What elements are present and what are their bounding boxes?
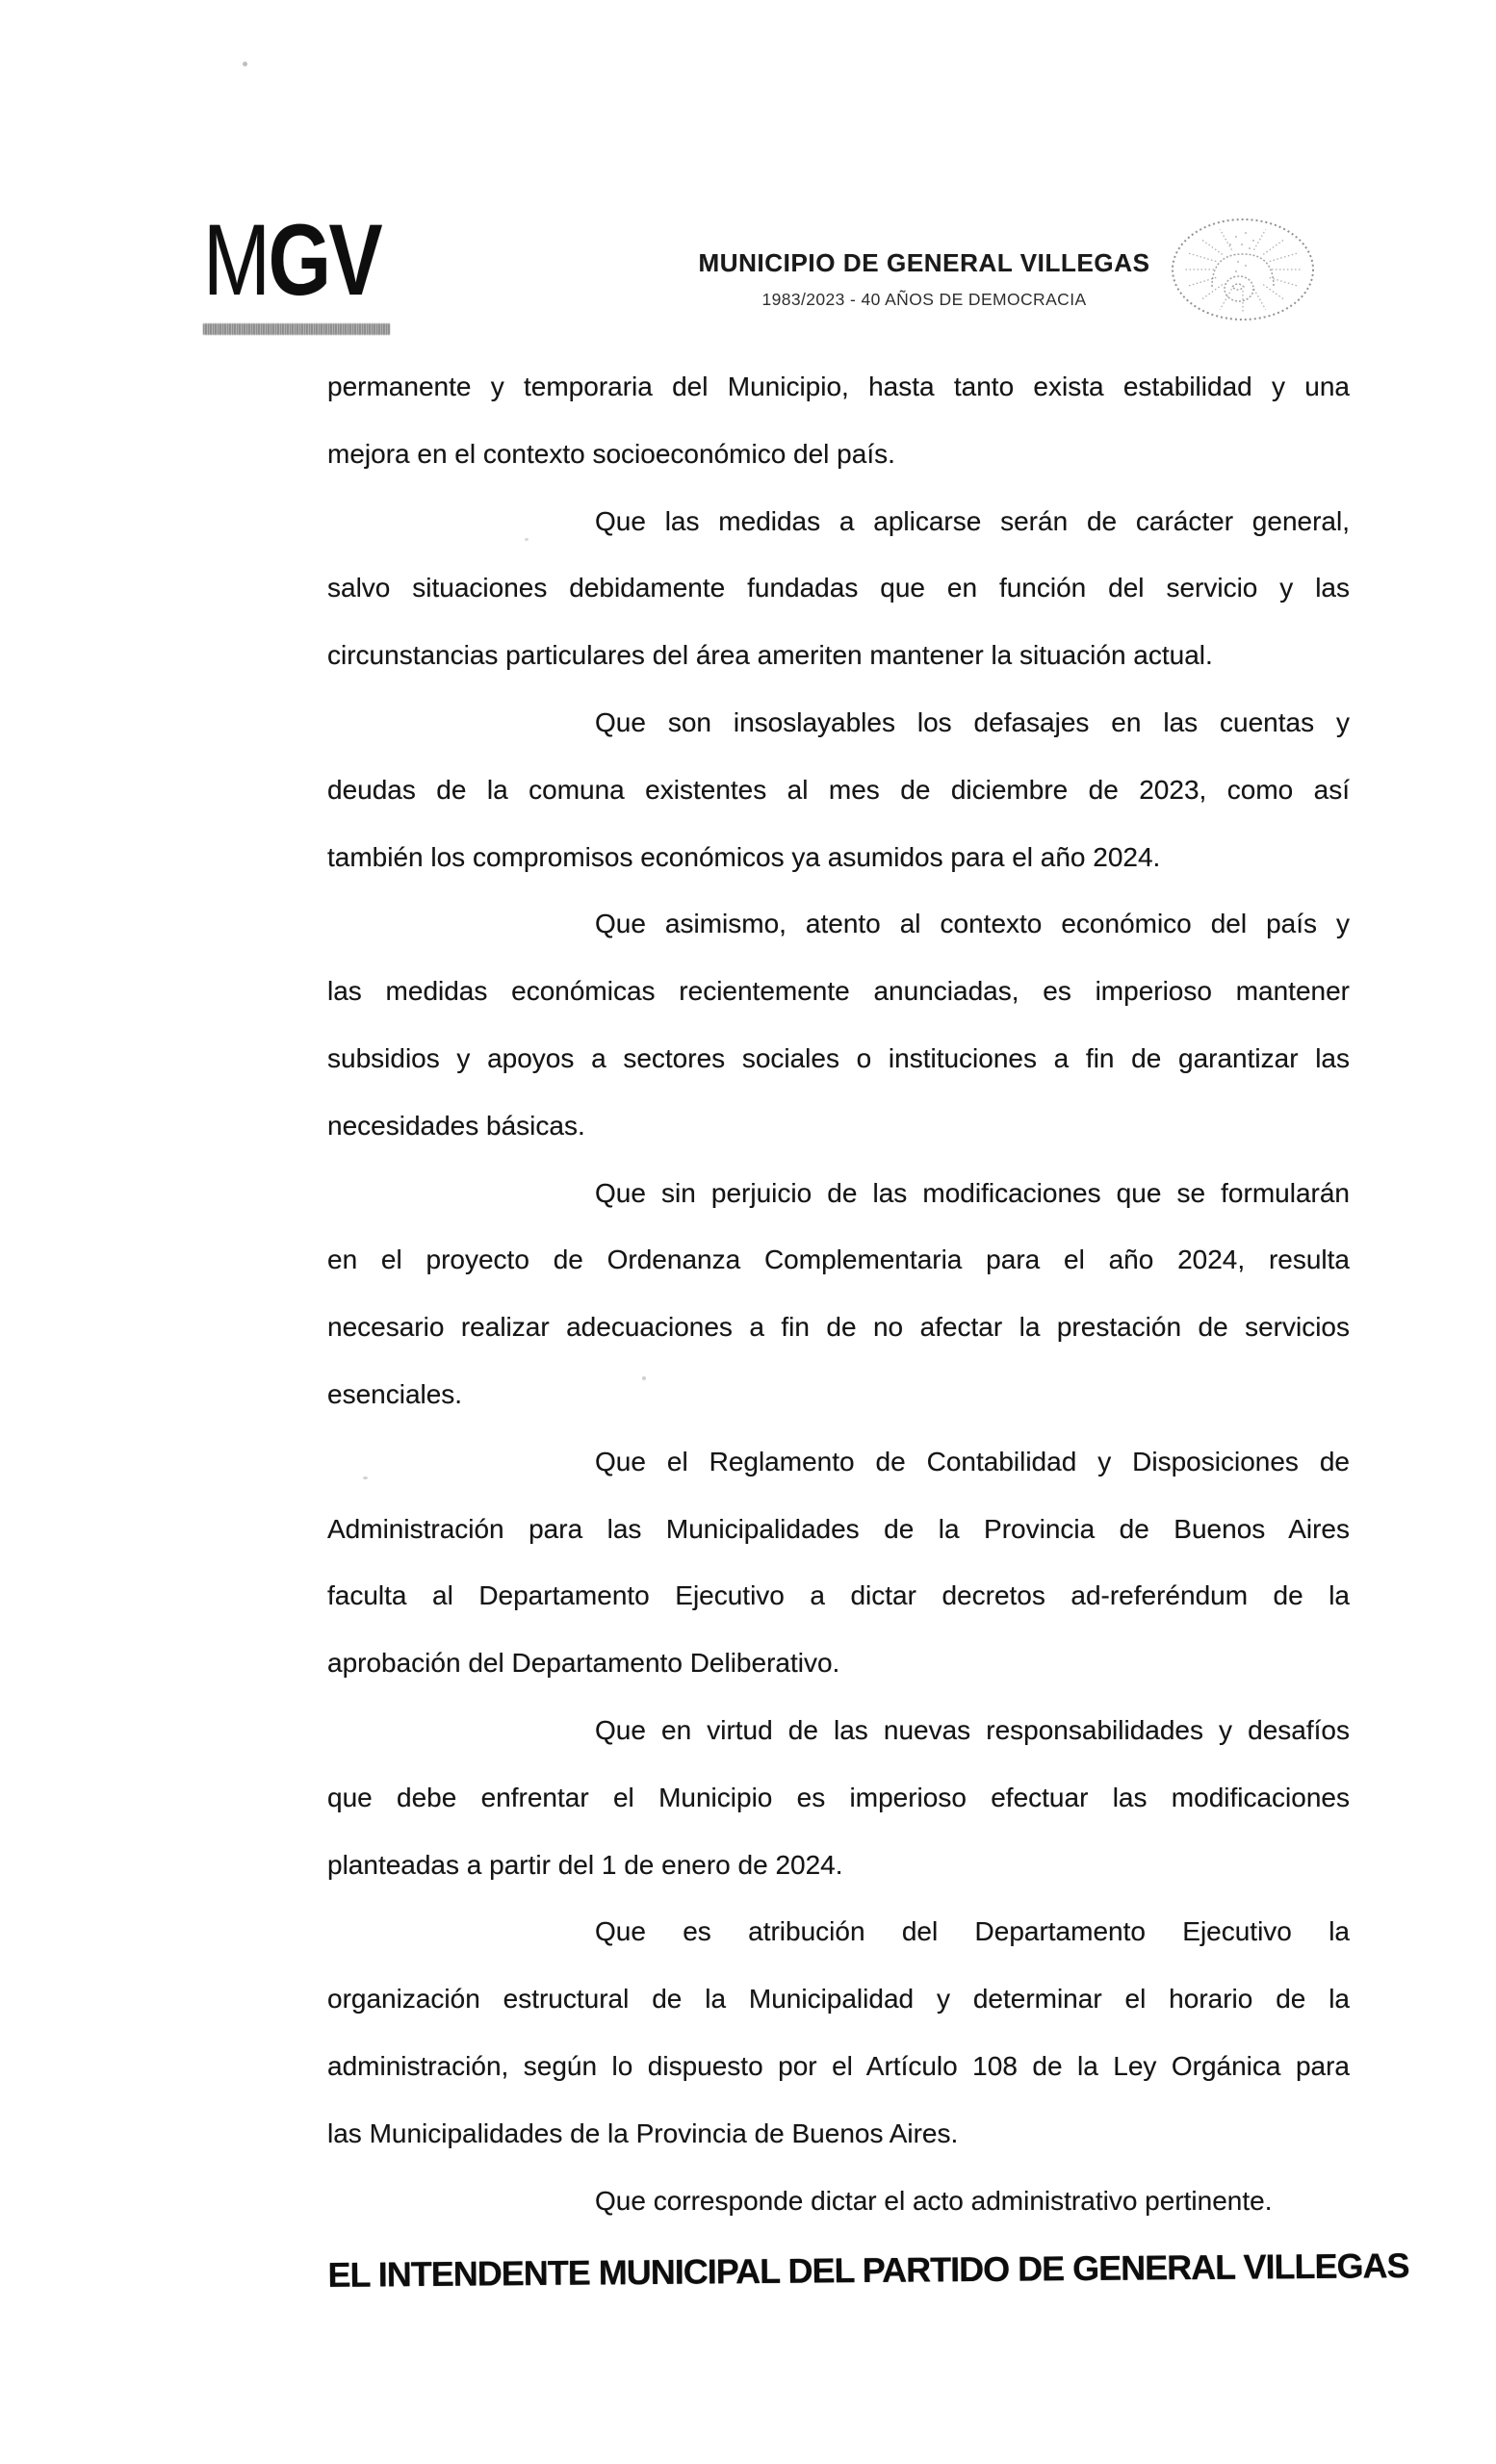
text-line: deudas de la comuna existentes al mes de diciembre de 2023, como así xyxy=(327,774,1350,805)
scan-artifact xyxy=(363,1476,368,1479)
document-body xyxy=(327,353,1350,2234)
mgv-logo xyxy=(203,204,381,317)
text-line: circunstancias particulares del área ameriten mantener la situación actual. xyxy=(327,640,1213,671)
text-line: administración, según lo dispuesto por el Artículo 108 de la Ley Orgánica para xyxy=(327,2050,1350,2081)
democracy-anniversary-subtitle: 1983/2023 - 40 AÑOS DE DEMOCRACIA xyxy=(761,290,1087,309)
text-line: necesario realizar adecuaciones a fin de no afectar la prestación de servicios xyxy=(327,1312,1350,1343)
paragraph-lines xyxy=(327,353,1350,2234)
text-line: salvo situaciones debidamente fundadas que en función del servicio y las xyxy=(327,573,1350,603)
text-line: aprobación del Departamento Deliberativo. xyxy=(327,1648,840,1679)
text-line: Que en virtud de las nuevas responsabilidades y desafíos xyxy=(595,1714,1350,1745)
municipality-title: MUNICIPIO DE GENERAL VILLEGAS xyxy=(698,248,1150,277)
text-line: Que es atribución del Departamento Ejecutivo la xyxy=(595,1916,1350,1947)
text-line: organización estructural de la Municipalidad y determinar el horario de la xyxy=(327,1984,1350,2015)
text-line: faculta al Departamento Ejecutivo a dictar decretos ad-referéndum de la xyxy=(327,1580,1350,1611)
logo-letter-m: M xyxy=(203,204,269,317)
text-line: Administración para las Municipalidades de la Provincia de Buenos Aires xyxy=(327,1513,1350,1544)
text-line: también los compromisos económicos ya asumidos para el año 2024. xyxy=(327,841,1161,872)
text-line: Que asimismo, atento al contexto económico del país y xyxy=(595,909,1350,939)
closing-heading: EL INTENDENTE MUNICIPAL DEL PARTIDO DE GENERAL VILLEGAS xyxy=(327,2246,1409,2295)
text-line: mejora en el contexto socioeconómico del país. xyxy=(327,438,895,469)
text-line: Que las medidas a aplicarse serán de carácter general, xyxy=(595,505,1350,536)
text-line: que debe enfrentar el Municipio es imperioso efectuar las modificaciones xyxy=(327,1782,1350,1812)
text-line: Que el Reglamento de Contabilidad y Disposiciones de xyxy=(595,1446,1350,1476)
header-title-block xyxy=(597,248,1251,310)
text-line: permanente y temporaria del Municipio, hasta tanto exista estabilidad y una xyxy=(327,372,1350,401)
text-line: las medidas económicas recientemente anunciadas, es imperioso mantener xyxy=(327,976,1350,1007)
text-line: Que son insoslayables los defasajes en las cuentas y xyxy=(595,706,1350,737)
text-line: Que sin perjuicio de las modificaciones que se formularán xyxy=(595,1177,1350,1208)
text-line: necesidades básicas. xyxy=(327,1110,585,1141)
text-line: esenciales. xyxy=(327,1378,463,1409)
scan-artifact xyxy=(642,1376,646,1380)
text-line: subsidios y apoyos a sectores sociales o instituciones a fin de garantizar las xyxy=(327,1042,1350,1073)
text-line: Que corresponde dictar el acto administrativo pertinente. xyxy=(595,2185,1273,2216)
municipal-seal-icon xyxy=(1169,216,1317,323)
logo-tagline-illegible xyxy=(203,323,390,335)
scan-artifact xyxy=(243,62,247,66)
scan-artifact xyxy=(525,538,529,541)
text-line: en el proyecto de Ordenanza Complementaria para el año 2024, resulta xyxy=(327,1245,1350,1275)
text-line: planteadas a partir del 1 de enero de 2024. xyxy=(327,1849,843,1880)
logo-letters-gv: GV xyxy=(268,204,381,317)
text-line: las Municipalidades de la Provincia de Buenos Aires. xyxy=(327,2118,959,2148)
